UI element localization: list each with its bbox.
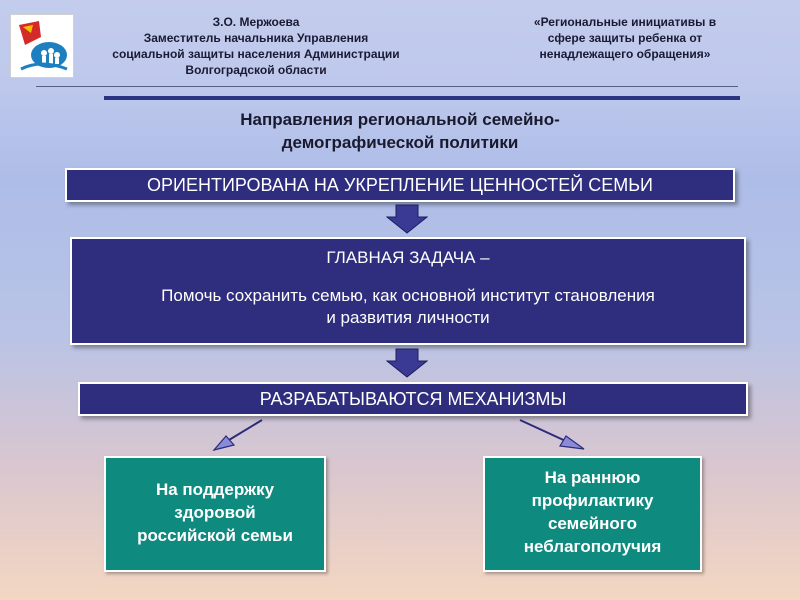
diagonal-arrows — [200, 416, 600, 456]
main-task-box — [70, 237, 746, 345]
title-divider — [104, 96, 740, 100]
early-prevention-line: неблагополучия — [523, 537, 662, 556]
author-position: Заместитель начальника Управления — [143, 31, 369, 45]
slide-title-line: демографической политики — [281, 133, 519, 152]
author-region: Волгоградской области — [185, 63, 327, 77]
early-prevention-line: профилактику — [531, 491, 654, 510]
presentation-title-line: ненадлежащего обращения» — [539, 47, 711, 61]
main-task-text — [72, 285, 744, 329]
early-prevention-box — [483, 456, 702, 572]
presentation-title-line: «Региональные инициативы в — [533, 15, 717, 29]
emblem-logo — [10, 14, 74, 78]
author-name: З.О. Мержоева — [212, 15, 300, 29]
emblem-logo-graphic — [11, 15, 73, 77]
main-task-text-line: Помочь сохранить семью, как основной институт становления — [161, 286, 655, 305]
presentation-title-line: сфере защиты ребенка от — [547, 31, 703, 45]
diagonal-arrow-right-line — [520, 420, 570, 443]
main-task-text-line: и развития личности — [326, 308, 490, 327]
early-prevention-line: семейного — [547, 514, 638, 533]
slide-title — [150, 108, 650, 154]
diagonal-arrow-icon — [560, 436, 584, 449]
mechanisms-box: РАЗРАБАТЫВАЮТСЯ МЕХАНИЗМЫ — [78, 382, 748, 416]
family-support-box — [104, 456, 326, 572]
down-arrow-icon — [386, 204, 428, 234]
author-department: социальной защиты населения Администрации — [112, 47, 400, 61]
header-divider — [36, 86, 738, 87]
main-task-heading: ГЛАВНАЯ ЗАДАЧА – — [326, 248, 490, 267]
family-support-line: здоровой — [174, 503, 256, 522]
presentation-title — [500, 14, 750, 62]
slide-title-line: Направления региональной семейно- — [240, 110, 560, 129]
early-prevention-line: На раннюю — [544, 468, 641, 487]
family-support-line: российской семьи — [137, 526, 293, 545]
orientation-box: ОРИЕНТИРОВАНА НА УКРЕПЛЕНИЕ ЦЕННОСТЕЙ СЕМЬИ — [65, 168, 735, 202]
down-arrow-icon — [386, 348, 428, 378]
author-block — [80, 14, 432, 78]
family-support-line: На поддержку — [155, 480, 275, 499]
